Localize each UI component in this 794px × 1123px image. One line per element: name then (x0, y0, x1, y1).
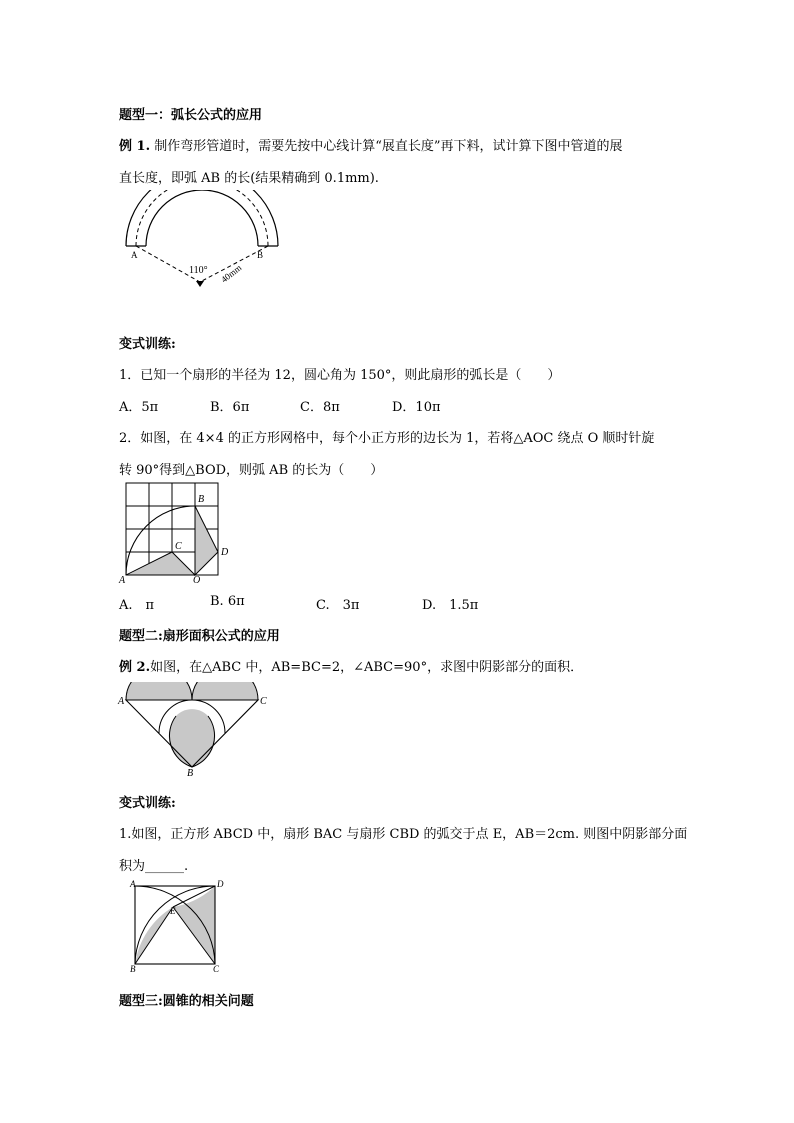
variant1-q1: 1．已知一个扇形的半径为 12，圆心角为 150°，则此扇形的弧长是（ ） (119, 368, 561, 383)
example-1-line2: 直长度，即弧 AB 的长(结果精确到 0.1mm). (119, 171, 379, 186)
variant1-q2-line2: 转 90°得到△BOD，则弧 AB 的长为（ ） (119, 463, 384, 478)
square-label-e: E (170, 906, 176, 916)
triangle-label-b: B (187, 768, 194, 778)
variant1-q2-option-b: B. 6π (210, 594, 245, 609)
example-1-line1 (119, 135, 623, 154)
variant1-q1-option-c: C．8π (300, 400, 340, 415)
grid-label-d: D (221, 547, 229, 558)
variant1-q2-option-c: C. 3π (316, 598, 360, 613)
grid-figure (118, 480, 238, 589)
pipe-label-a: A (131, 250, 138, 260)
square-label-d: D (217, 879, 224, 889)
variant-title-1: 变式训练: (119, 337, 176, 352)
example-1-text1: 制作弯形管道时，需要先按中心线计算“展直长度”再下料，试计算下图中管道的展 (154, 139, 623, 154)
pipe-label-b: B (257, 250, 264, 260)
variant1-q2-option-d: D. 1.5π (422, 598, 479, 613)
pipe-figure (120, 190, 290, 294)
example-2-text: 如图，在△ABC 中，AB=BC=2，∠ABC=90°，求图中阴影部分的面积． (150, 660, 584, 675)
triangle-label-a: A (118, 696, 125, 707)
section-title-sector-area: 题型二:扇形面积公式的应用 (119, 629, 280, 644)
pipe-angle-label: 110° (189, 265, 208, 276)
grid-label-b: B (198, 494, 205, 505)
grid-label-c: C (175, 541, 182, 552)
grid-label-a: A (119, 575, 126, 585)
variant1-q1-option-b: B．6π (210, 400, 250, 415)
variant2-q1-line2: 积为______. (119, 859, 189, 874)
section-title-arc-length: 题型一：弧长公式的应用 (119, 108, 263, 123)
example-2-line (119, 656, 583, 675)
square-label-c: C (213, 964, 220, 974)
grid-label-o: O (193, 575, 201, 585)
variant1-q2-option-a: A. π (119, 598, 155, 613)
square-label-b: B (130, 964, 136, 974)
section-title-cone: 题型三:圆锥的相关问题 (119, 994, 254, 1009)
variant2-q1-line1: 1.如图，正方形 ABCD 中，扇形 BAC 与扇形 CBD 的弧交于点 E，AB＝2cm. 则图中阴影部分面 (119, 827, 688, 842)
square-label-a: A (130, 879, 136, 889)
variant-title-2: 变式训练: (119, 796, 176, 811)
variant1-q1-option-a: A．5π (119, 400, 159, 415)
triangle-semicircles-figure (116, 682, 276, 782)
pipe-radius-label: 40mm (219, 262, 244, 285)
square-sectors-figure (120, 876, 235, 978)
triangle-label-c: C (260, 696, 267, 707)
variant1-q2-line1: 2．如图，在 4×4 的正方形网格中，每个小正方形的边长为 1，若将△AOC 绕点 O 顺时针旋 (119, 431, 655, 446)
variant1-q1-option-d: D．10π (392, 400, 441, 415)
example-2-label: 例 2. (119, 660, 151, 675)
example-1-label: 例 1. (119, 139, 151, 154)
